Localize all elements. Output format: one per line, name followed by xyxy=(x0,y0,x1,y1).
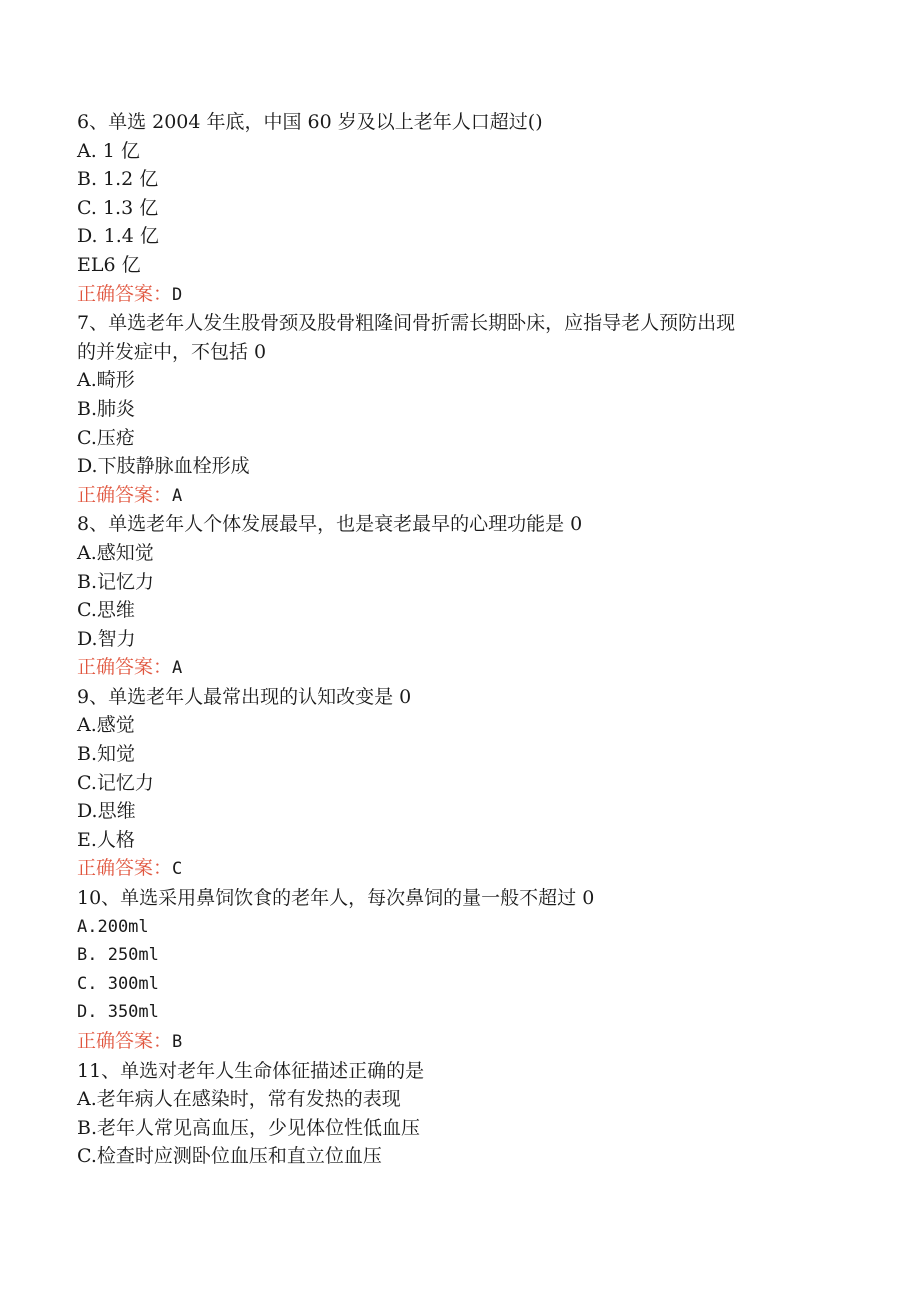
answer-label: 正确答案： xyxy=(77,483,173,506)
option-d: D. 1.4 亿 xyxy=(77,225,159,248)
option-c: C.记忆力 xyxy=(77,771,154,794)
option-e: E.人格 xyxy=(77,828,135,851)
option-b: B.肺炎 xyxy=(77,397,136,420)
option-b: B. 1.2 亿 xyxy=(77,168,159,191)
question-9 xyxy=(77,683,857,884)
option-a: A.老年病人在感染时，常有发热的表现 xyxy=(77,1088,401,1111)
answer-value: A xyxy=(172,658,183,679)
option-a: A. 1 亿 xyxy=(77,139,140,162)
question-stem xyxy=(77,884,857,913)
option-d: D.下肢静脉血栓形成 xyxy=(77,455,250,478)
option-a: A.畸形 xyxy=(77,369,135,392)
option-d: D. 350ml xyxy=(77,1002,159,1023)
answer-value: C xyxy=(172,859,183,880)
option-c: C.检查时应测卧位血压和直立位血压 xyxy=(77,1145,382,1168)
correct-answer xyxy=(77,1027,857,1057)
stem-line: 8、单选老年人个体发展最早，也是衰老最早的心理功能是 0 xyxy=(77,513,583,536)
document-page xyxy=(77,108,857,1171)
question-6 xyxy=(77,108,857,309)
question-11 xyxy=(77,1057,857,1171)
answer-value: B xyxy=(172,1032,183,1052)
option-a: A.感觉 xyxy=(77,714,135,737)
stem-line: 的并发症中，不包括 0 xyxy=(77,340,267,363)
correct-answer xyxy=(77,280,857,310)
answer-value: A xyxy=(172,485,183,506)
answer-label: 正确答案： xyxy=(77,1030,173,1052)
option-a: A.感知觉 xyxy=(77,541,154,564)
answer-label: 正确答案： xyxy=(77,857,173,880)
answer-label: 正确答案： xyxy=(77,282,173,305)
option-e: EL6 亿 xyxy=(77,253,141,276)
stem-line: 9、单选老年人最常出现的认知改变是 0 xyxy=(77,685,412,708)
question-10 xyxy=(77,884,857,1057)
option-c: C.思维 xyxy=(77,599,135,622)
stem-line: 7、单选老年人发生股骨颈及股骨粗隆间骨折需长期卧床，应指导老人预防出现 xyxy=(77,312,736,335)
question-8 xyxy=(77,510,857,683)
question-stem xyxy=(77,108,857,137)
option-c: C. 300ml xyxy=(77,973,159,994)
option-b: B. 250ml xyxy=(77,945,159,966)
option-a: A.200ml xyxy=(77,916,149,937)
option-b: B.记忆力 xyxy=(77,570,155,593)
option-b: B.老年人常见高血压，少见体位性低血压 xyxy=(77,1116,421,1139)
question-stem xyxy=(77,309,857,366)
stem-line: 10、单选采用鼻饲饮食的老年人，每次鼻饲的量一般不超过 0 xyxy=(77,887,595,910)
stem-line: 11、单选对老年人生命体征描述正确的是 xyxy=(77,1059,425,1082)
option-c: C.压疮 xyxy=(77,426,135,449)
question-7 xyxy=(77,309,857,510)
stem-line: 6、单选 2004 年底，中国 60 岁及以上老年人口超过() xyxy=(77,111,543,133)
correct-answer xyxy=(77,481,857,511)
option-d: D.智力 xyxy=(77,627,136,650)
question-stem xyxy=(77,683,857,712)
correct-answer xyxy=(77,653,857,683)
question-stem xyxy=(77,510,857,539)
option-d: D.思维 xyxy=(77,800,136,823)
correct-answer xyxy=(77,854,857,884)
option-c: C. 1.3 亿 xyxy=(77,196,159,219)
answer-value: D xyxy=(172,284,183,305)
question-stem xyxy=(77,1057,857,1086)
answer-label: 正确答案： xyxy=(77,656,173,679)
option-b: B.知觉 xyxy=(77,743,136,766)
